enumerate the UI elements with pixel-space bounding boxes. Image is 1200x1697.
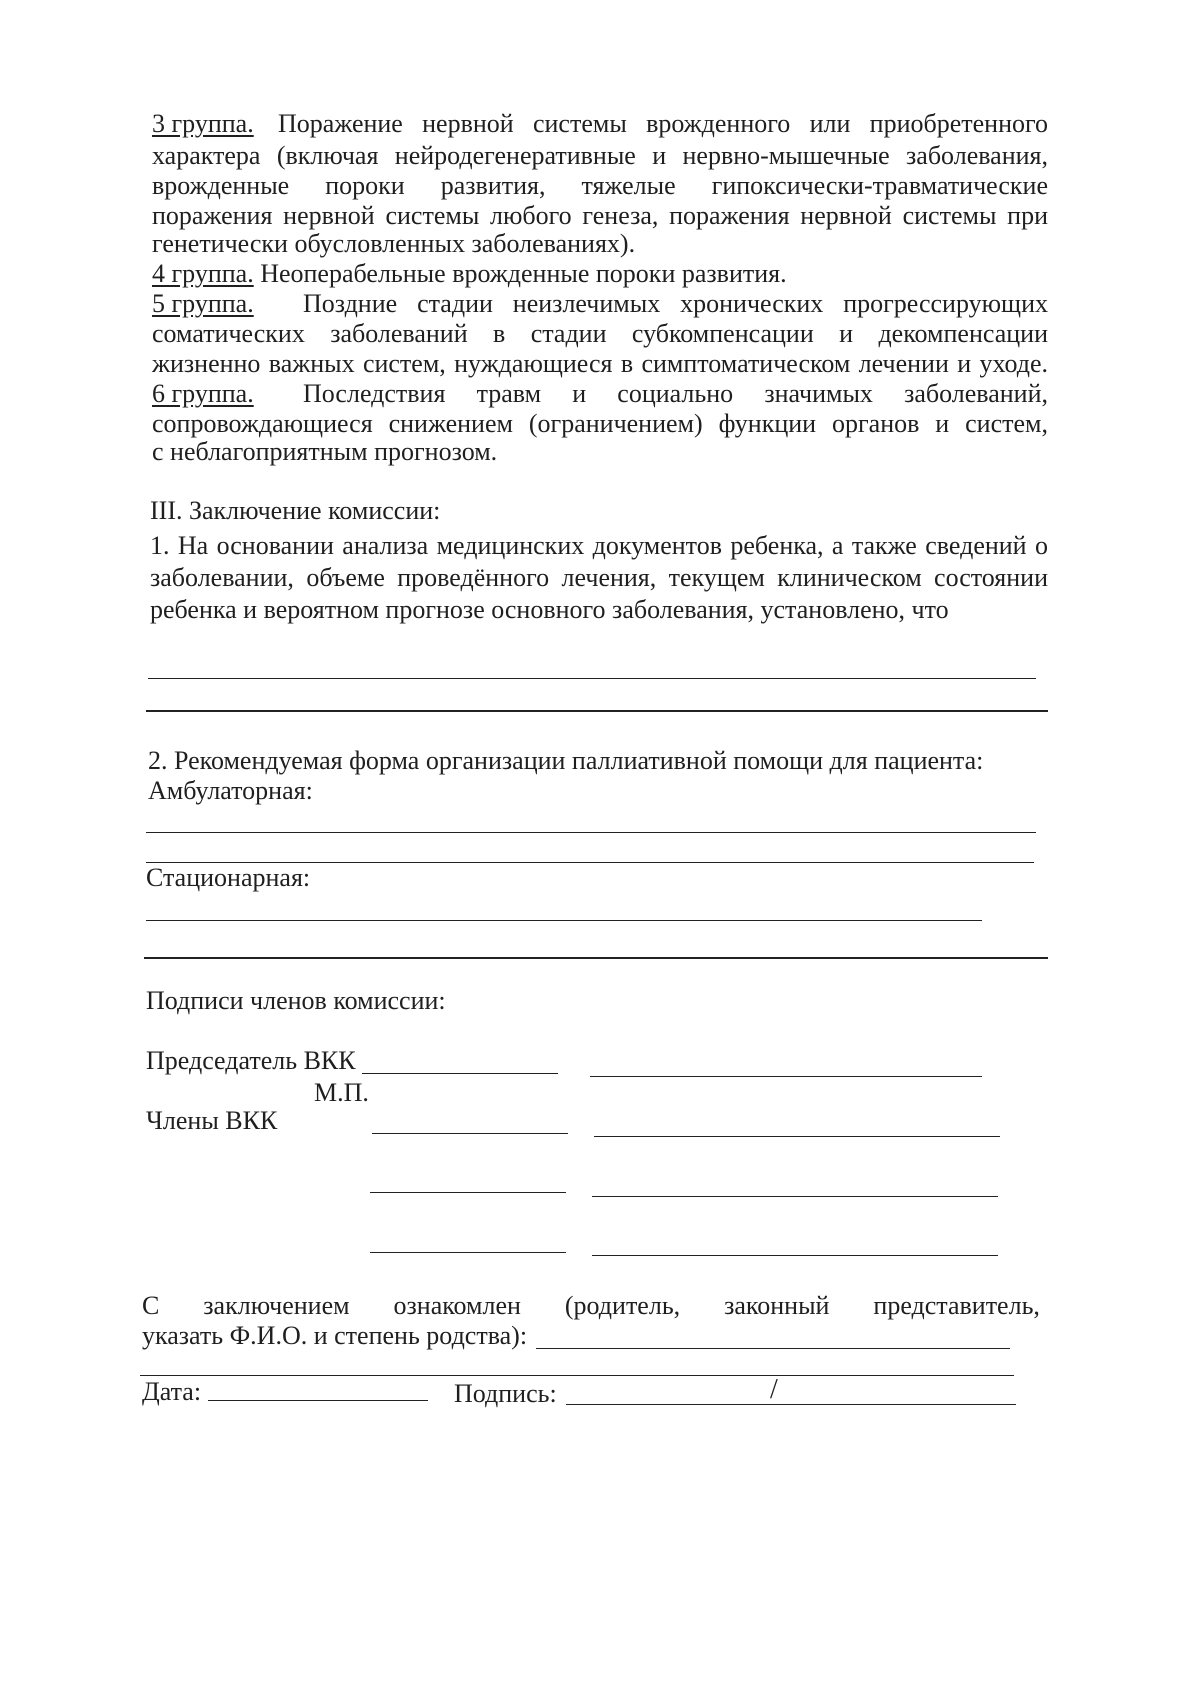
parent-name-line[interactable]: [536, 1348, 1010, 1349]
conclusion-p1-line3: ребенка и вероятном прогнозе основного заболевания, установлено, что: [150, 595, 949, 624]
chairman-signature-line[interactable]: [362, 1073, 558, 1074]
group6-line3: с неблагоприятным прогнозом.: [152, 437, 498, 466]
group6-label: 6 группа.: [152, 379, 254, 408]
parent-signature-line[interactable]: [566, 1404, 1016, 1405]
parent-name-line-2[interactable]: [140, 1375, 1014, 1376]
member1-name-line[interactable]: [594, 1136, 1000, 1137]
group4-label: 4 группа.: [152, 259, 254, 288]
group3-line5: генетически обусловленных заболеваниях).: [152, 229, 636, 258]
group3-line4: поражения нервной системы любого генеза, поражения нервной системы при: [152, 201, 1048, 230]
group5-line1: [152, 288, 1048, 320]
date-label: Дата:: [142, 1377, 202, 1406]
ambulatory-label: Амбулаторная:: [148, 776, 313, 805]
conclusion-heading: III. Заключение комиссии:: [150, 496, 441, 525]
group5-text-1: Поздние стадии неизлечимых хронических прогрессирующих: [303, 289, 1048, 318]
group4-line: [152, 258, 787, 290]
ack-word-4: (родитель,: [564, 1291, 681, 1320]
group3-line3: врожденные пороки развития, тяжелые гипоксически-травматические: [152, 171, 1048, 200]
signature-slash: /: [770, 1374, 778, 1405]
member2-name-line[interactable]: [592, 1196, 998, 1197]
conclusion-p1-line1: 1. На основании анализа медицинских документов ребенка, а также сведений о: [150, 531, 1048, 560]
ambulatory-fill-line-1[interactable]: [146, 832, 1036, 833]
member3-name-line[interactable]: [592, 1255, 998, 1256]
conclusion-fill-line-1[interactable]: [148, 678, 1036, 679]
signatures-heading: Подписи членов комиссии:: [146, 986, 446, 1015]
group3-label: 3 группа.: [152, 109, 254, 138]
group5-label: 5 группа.: [152, 289, 254, 318]
chairman-label: Председатель ВКК: [146, 1046, 356, 1075]
conclusion-fill-line-2[interactable]: [146, 710, 1048, 712]
stamp-label: М.П.: [314, 1078, 369, 1107]
date-line[interactable]: [208, 1400, 428, 1401]
group4-text: Неоперабельные врожденные пороки развития.: [260, 259, 787, 288]
conclusion-p1-line2: заболевании, объеме проведённого лечения, текущем клиническом состоянии: [150, 563, 1048, 592]
ack-word-3: ознакомлен: [393, 1291, 521, 1320]
ack-word-6: представитель,: [873, 1291, 1040, 1320]
group5-line3: жизненно важных систем, нуждающиеся в симптоматическом лечении и уходе.: [152, 349, 1048, 378]
conclusion-p2-line1: 2. Рекомендуемая форма организации паллиативной помощи для пациента:: [148, 746, 984, 775]
group6-text-1: Последствия травм и социально значимых заболеваний,: [303, 379, 1048, 408]
group3-line1: [152, 108, 1048, 140]
member2-signature-line[interactable]: [370, 1192, 566, 1193]
sign-label: Подпись:: [454, 1379, 557, 1408]
ack-line2: указать Ф.И.О. и степень родства):: [142, 1321, 528, 1350]
member3-signature-line[interactable]: [370, 1252, 566, 1253]
group3-text-1: Поражение нервной системы врожденного или приобретенного: [278, 109, 1048, 138]
chairman-name-line[interactable]: [590, 1076, 982, 1077]
stationary-fill-line-1[interactable]: [146, 920, 982, 921]
stationary-label: Стационарная:: [146, 863, 311, 892]
member1-signature-line[interactable]: [372, 1133, 568, 1134]
group6-line2: сопровождающиеся снижением (ограничением) функции органов и систем,: [152, 409, 1048, 438]
group5-line2: соматических заболеваний в стадии субкомпенсации и декомпенсации: [152, 319, 1048, 348]
group3-line2: характера (включая нейродегенеративные и нервно-мышечные заболевания,: [152, 141, 1048, 170]
group6-line1: [152, 378, 1048, 410]
ack-word-1: С: [142, 1291, 160, 1320]
members-label: Члены ВКК: [146, 1106, 278, 1135]
stationary-fill-line-2[interactable]: [144, 957, 1048, 959]
ack-word-2: заключением: [203, 1291, 350, 1320]
ack-word-5: законный: [724, 1291, 830, 1320]
ack-line1: [142, 1290, 1040, 1322]
